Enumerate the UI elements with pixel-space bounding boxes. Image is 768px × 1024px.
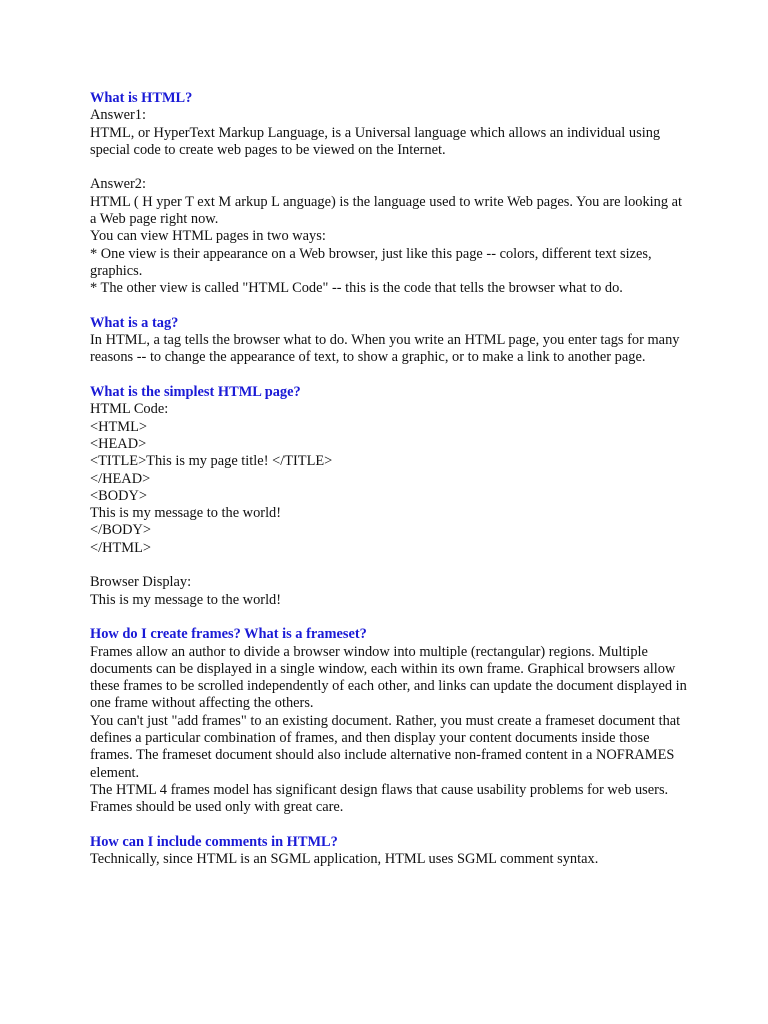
question-heading: How can I include comments in HTML? [90, 833, 338, 850]
answer-line: Answer1: [90, 107, 146, 124]
question-heading: What is HTML? [90, 90, 193, 106]
answer-line: HTML Code: [90, 401, 169, 418]
answer-paragraph: Technically, since HTML is an SGML application, HTML uses SGML comment syntax. [90, 851, 599, 868]
code-line: </HEAD> [90, 470, 151, 487]
answer-line: You can view HTML pages in two ways: [90, 228, 326, 245]
faq-section-what-is-a-tag [90, 315, 690, 367]
answer-line: Browser Display: [90, 574, 192, 591]
faq-section-frames [90, 626, 690, 816]
answer-paragraph: The HTML 4 frames model has significant design flaws that cause usability problems for web users. Frames should be used only with great care. [90, 781, 669, 816]
code-line: <HTML> [90, 418, 148, 435]
question-heading: What is a tag? [90, 314, 179, 331]
faq-section-comments [90, 834, 690, 869]
answer-paragraph: In HTML, a tag tells the browser what to do. When you write an HTML page, you enter tags for many reasons -- to change the appearance of text, to show a graphic, or to make a link to another page. [90, 332, 680, 366]
answer-paragraph: You can't just "add frames" to an existing document. Rather, you must create a frameset document that defines a particular combination of frames, and then display your content documents inside those frames. The frameset document should also include alternative non-framed content in a NOFRAMES element. [90, 712, 681, 781]
blank-line [90, 557, 690, 574]
answer-paragraph: HTML, or HyperText Markup Language, is a Universal language which allows an individual using special code to create web pages to be viewed on the Internet. [90, 124, 661, 158]
question-heading: What is the simplest HTML page? [90, 384, 301, 401]
answer-paragraph: HTML ( H yper T ext M arkup L anguage) is the language used to write Web pages. You are looking at a Web page right now. [90, 193, 683, 228]
answer-line: This is my message to the world! [90, 591, 282, 608]
code-line: <HEAD> [90, 435, 147, 452]
answer-paragraph: Frames allow an author to divide a browser window into multiple (rectangular) regions. Multiple documents can be displayed in a single window, each within its own frame. Graphical browsers allow these frames to be scrolled independently of each other, and links can update the document displayed in one frame without affecting the others. [90, 643, 687, 712]
answer-bullet: * One view is their appearance on a Web browser, just like this page -- colors, different text sizes, graphics. [90, 245, 652, 279]
code-line: </BODY> [90, 522, 152, 539]
blank-line [90, 159, 690, 176]
answer-bullet: * The other view is called "HTML Code" -- this is the code that tells the browser what to do. [90, 280, 623, 297]
document-page [90, 90, 690, 886]
faq-section-simplest-html-page [90, 384, 690, 609]
code-line: </HTML> [90, 539, 151, 556]
code-line: <TITLE>This is my page title! </TITLE> [90, 453, 333, 470]
question-heading: How do I create frames? What is a frameset? [90, 626, 367, 643]
code-line: <BODY> [90, 487, 148, 504]
code-line: This is my message to the world! [90, 505, 282, 522]
answer-line: Answer2: [90, 176, 146, 193]
faq-section-what-is-html [90, 90, 690, 298]
